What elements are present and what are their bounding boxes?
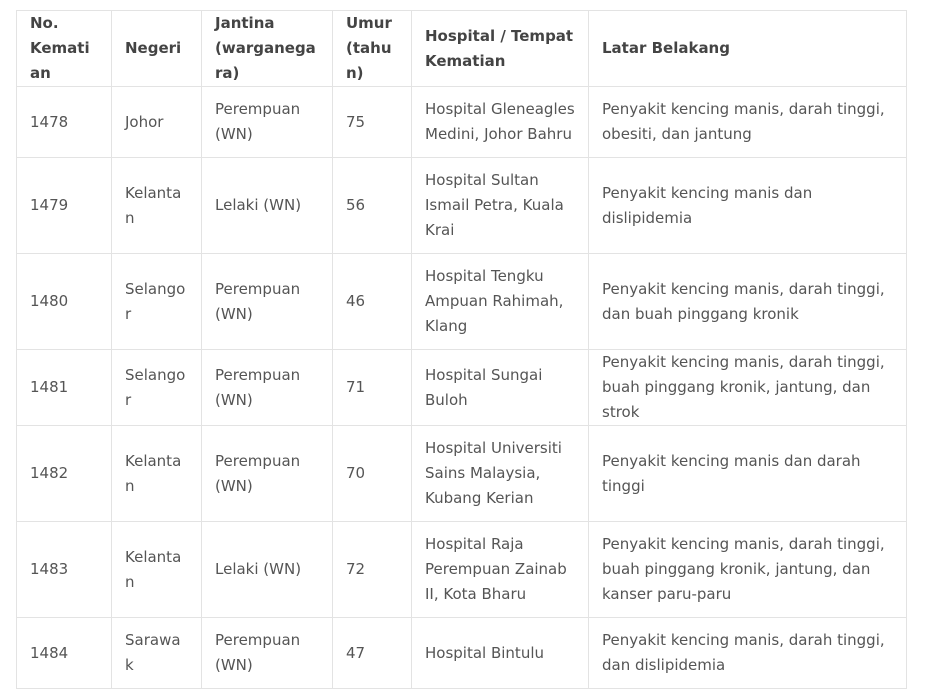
cell-umur: 47: [333, 618, 412, 689]
cell-latar-belakang: Penyakit kencing manis dan dislipidemia: [589, 158, 907, 254]
cell-jantina: Perempuan (WN): [202, 254, 333, 350]
cell-no: 1484: [17, 618, 112, 689]
header-row: [17, 11, 907, 87]
table-row: [17, 158, 907, 254]
cell-jantina: Perempuan (WN): [202, 350, 333, 426]
cell-umur: 70: [333, 426, 412, 522]
cell-no: 1479: [17, 158, 112, 254]
cell-jantina: Perempuan (WN): [202, 426, 333, 522]
table-row: [17, 522, 907, 618]
cell-negeri: Sarawak: [112, 618, 202, 689]
cell-umur: 72: [333, 522, 412, 618]
cell-hospital: Hospital Bintulu: [412, 618, 589, 689]
cell-jantina: Perempuan (WN): [202, 87, 333, 158]
cell-umur: 56: [333, 158, 412, 254]
cell-no: 1481: [17, 350, 112, 426]
cell-jantina: Lelaki (WN): [202, 158, 333, 254]
header-hospital: Hospital / Tempat Kematian: [412, 11, 589, 87]
cell-no: 1480: [17, 254, 112, 350]
header-no-kematian: No. Kematian: [17, 11, 112, 87]
header-jantina: Jantina (warganegara): [202, 11, 333, 87]
cell-latar-belakang: Penyakit kencing manis, darah tinggi, obesiti, dan jantung: [589, 87, 907, 158]
table-row: [17, 426, 907, 522]
cell-negeri: Kelantan: [112, 426, 202, 522]
deaths-table: [16, 10, 907, 689]
cell-no: 1482: [17, 426, 112, 522]
cell-jantina: Lelaki (WN): [202, 522, 333, 618]
table-row: [17, 254, 907, 350]
cell-latar-belakang: Penyakit kencing manis, darah tinggi, buah pinggang kronik, jantung, dan kanser paru-paru: [589, 522, 907, 618]
cell-umur: 75: [333, 87, 412, 158]
cell-hospital: Hospital Sungai Buloh: [412, 350, 589, 426]
header-latar-belakang: Latar Belakang: [589, 11, 907, 87]
deaths-table-container: [16, 10, 906, 689]
cell-umur: 71: [333, 350, 412, 426]
cell-negeri: Selangor: [112, 350, 202, 426]
cell-hospital: Hospital Raja Perempuan Zainab II, Kota Bharu: [412, 522, 589, 618]
cell-hospital: Hospital Universiti Sains Malaysia, Kubang Kerian: [412, 426, 589, 522]
table-row: [17, 350, 907, 426]
cell-negeri: Kelantan: [112, 522, 202, 618]
cell-hospital: Hospital Sultan Ismail Petra, Kuala Krai: [412, 158, 589, 254]
table-header: [17, 11, 907, 87]
cell-no: 1478: [17, 87, 112, 158]
cell-jantina: Perempuan (WN): [202, 618, 333, 689]
cell-no: 1483: [17, 522, 112, 618]
cell-hospital: Hospital Gleneagles Medini, Johor Bahru: [412, 87, 589, 158]
header-negeri: Negeri: [112, 11, 202, 87]
cell-latar-belakang: Penyakit kencing manis, darah tinggi, buah pinggang kronik, jantung, dan strok: [589, 350, 907, 426]
cell-umur: 46: [333, 254, 412, 350]
cell-latar-belakang: Penyakit kencing manis dan darah tinggi: [589, 426, 907, 522]
header-umur: Umur (tahun): [333, 11, 412, 87]
cell-latar-belakang: Penyakit kencing manis, darah tinggi, dan buah pinggang kronik: [589, 254, 907, 350]
cell-negeri: Selangor: [112, 254, 202, 350]
cell-negeri: Kelantan: [112, 158, 202, 254]
cell-hospital: Hospital Tengku Ampuan Rahimah, Klang: [412, 254, 589, 350]
table-row: [17, 87, 907, 158]
table-row: [17, 618, 907, 689]
cell-latar-belakang: Penyakit kencing manis, darah tinggi, dan dislipidemia: [589, 618, 907, 689]
cell-negeri: Johor: [112, 87, 202, 158]
table-body: [17, 87, 907, 689]
